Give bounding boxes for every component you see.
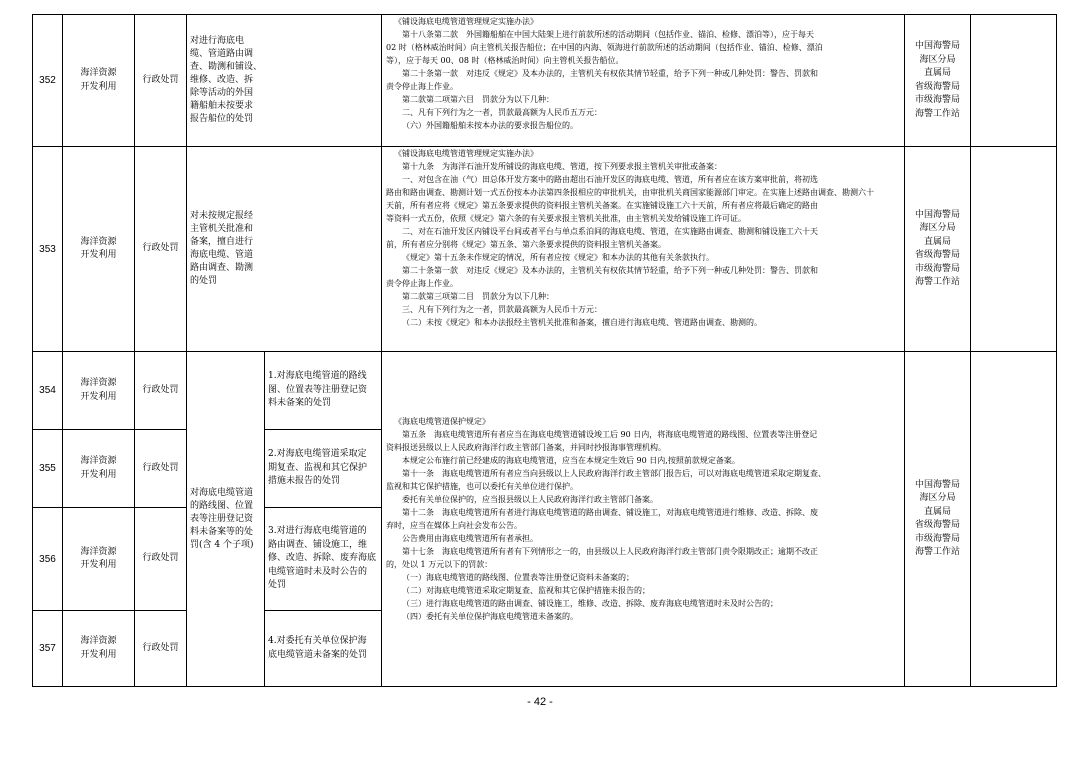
department-line: 市级海警局 (915, 95, 961, 105)
legal-basis-line: （二）未按《规定》和本办法报经主管机关批准和备案，擅自进行海底电缆、管道路由调查、勘测的。 (402, 318, 763, 327)
category-line: 海洋资源 (80, 456, 117, 466)
row-number: 354 (33, 352, 63, 430)
legal-basis-line: 前，所有者应分别将《规定》第五条、第六条要求提供的资料报主管机关备案。 (386, 240, 667, 249)
type-cell: 行政处罚 (135, 430, 187, 508)
category-line: 开发利用 (80, 81, 117, 92)
sub-item-line: 路由调查、铺设施工，维 (268, 539, 368, 550)
category-cell (63, 611, 135, 687)
legal-basis-line: 第十八条第二款 外国籍船舶在中国大陆架上进行前款所述的活动期间（包括作业、锚泊、检修、漂泊等），应于每天 (402, 30, 815, 39)
category-cell (63, 508, 135, 611)
item-name-line: 料未备案等的处 (190, 526, 254, 537)
sub-item-line: 4.对委托有关单位保护海 (268, 636, 367, 646)
row-number: 356 (33, 508, 63, 611)
item-name-line: 缆、管道路由调 (190, 49, 254, 59)
sub-item-cell (265, 352, 382, 430)
table-row (33, 15, 1057, 147)
department-line: 中国海警局 (915, 41, 961, 51)
legal-basis-cell (382, 352, 905, 687)
legal-basis-line: 《海底电缆管道保护规定》 (394, 417, 491, 426)
item-name-line: 对海底电缆管道 (190, 487, 254, 498)
category-line: 开发利用 (80, 560, 117, 570)
legal-basis-line: （一）海底电缆管道的路线图、位置表等注册登记资料未备案的； (402, 573, 635, 582)
type-cell: 行政处罚 (135, 147, 187, 352)
department-line: 海区分局 (919, 54, 956, 65)
item-name-line: 查、勘测和铺设、 (190, 62, 263, 72)
department-line: 直属局 (924, 506, 952, 517)
legal-basis-line: 《铺设海底电缆管道管理规定实施办法》 (394, 149, 539, 158)
item-name-line: 备案，擅自进行 (190, 237, 254, 247)
department-line: 海区分局 (919, 493, 956, 503)
legal-basis-line: 第十九条 为海洋石油开发所铺设的海底电缆、管道，按下列要求报主管机关审批或备案： (402, 162, 723, 171)
item-name-cell (187, 352, 265, 687)
legal-basis-line: 公告费用由海底电缆管道所有者承担。 (402, 534, 539, 543)
legal-basis-line: 责令停止海上作业。 (386, 82, 459, 91)
item-name-line: 主管机关批准和 (190, 224, 254, 234)
department-cell (905, 352, 971, 687)
remarks-cell (971, 352, 1057, 687)
legal-basis-line: 02 时（格林威治时间）向主管机关报告船位；在中国的内海、领海进行前款所述的活动期间（包括作业、锚泊、检修、漂泊 (386, 43, 823, 52)
department-line: 省级海警局 (915, 81, 961, 92)
item-name-line: 对进行海底电 (190, 36, 245, 46)
legal-basis-cell (382, 147, 905, 352)
department-line: 中国海警局 (915, 209, 961, 220)
regulation-table (32, 14, 1057, 687)
sub-item-line: 料未备案的处罚 (268, 398, 332, 409)
sub-item-line: 3.对进行海底电缆管道的 (268, 526, 367, 537)
legal-basis-line: 第十七条 海底电缆管道所有者有下列情形之一的，由县级以上人民政府海洋行政主管部门责令限期改正；逾期不改正 (402, 547, 819, 556)
legal-basis-line: 第二款第二项第六目 罚款分为以下几种： (402, 95, 555, 104)
legal-basis-line: 二、凡有下列行为之一者，罚款最高额为人民币五万元： (402, 108, 603, 117)
legal-basis-line: （六）外国籍船舶未按本办法的要求报告船位的。 (402, 121, 579, 130)
legal-basis-line: 《规定》第十五条未作规定的情况，所有者应按《规定》和本办法的其他有关条款执行。 (402, 253, 715, 262)
sub-item-line: 2.对海底电缆管道采取定 (268, 449, 367, 460)
department-cell (905, 147, 971, 352)
category-line: 海洋资源 (80, 68, 117, 78)
legal-basis-line: 第十二条 海底电缆管道所有者进行海底电缆管道的路由调查、铺设施工，对海底电缆管道进行维修、改造、拆除、废 (402, 508, 819, 517)
department-line: 中国海警局 (915, 479, 961, 490)
item-name-line: 籍船舶未按要求 (190, 101, 254, 111)
row-number: 352 (33, 15, 63, 147)
legal-basis-line: 第五条 海底电缆管道所有者应当在海底电缆管道铺设竣工后 90 日内，将海底电缆管道的路线图、位置表等注册登记 (402, 430, 818, 439)
department-line: 省级海警局 (915, 520, 961, 530)
item-name-cell (187, 15, 382, 147)
item-name-line: 路由调查、勘测 (190, 263, 254, 273)
legal-basis-line: （二）对海底电缆管道采取定期复查、监视和其它保护措施未报告的； (402, 586, 651, 595)
legal-basis-line: 一、对包含在油（气）田总体开发方案中的路由超出石油开发区的海底电缆、管道，所有者应在该方案审批前，将初选 (402, 175, 819, 184)
legal-basis-line: 第二十条第一款 对违反《规定》及本办法的，主管机关有权依其情节轻重，给予下列一种或几种处罚：警告、罚款和 (402, 69, 819, 78)
department-line: 海警工作站 (915, 108, 961, 119)
table-row (33, 352, 1057, 430)
row-number: 355 (33, 430, 63, 508)
sub-item-line: 措施未报告的处罚 (268, 476, 341, 487)
remarks-cell (971, 147, 1057, 352)
sub-item-line: 图、位置表等注册登记资 (268, 384, 368, 395)
sub-item-line: 电缆管道时未及时公告的 (268, 566, 368, 577)
type-cell: 行政处罚 (135, 508, 187, 611)
row-number: 353 (33, 147, 63, 352)
legal-basis-line: （三）进行海底电缆管道的路由调查、铺设施工，维修、改造、拆除、废弃海底电缆管道时未及时公告的； (402, 599, 779, 608)
legal-basis-line: 弃时，应当在媒体上向社会发布公告。 (386, 521, 523, 530)
legal-basis-line: 本规定公布施行前已经建成的海底电缆管道，应当在本规定生效后 90 日内,按照前款规定备案。 (402, 456, 740, 465)
department-line: 直属局 (924, 68, 952, 78)
department-line: 海警工作站 (915, 277, 961, 287)
legal-basis-line: 第二十条第一款 对违反《规定》及本办法的，主管机关有权依其情节轻重，给予下列一种或几种处罚：警告、罚款和 (402, 266, 819, 275)
item-name-line: 罚(含 4 个子项) (190, 539, 254, 550)
remarks-cell (971, 15, 1057, 147)
legal-basis-line: 的，处以 1 万元以下的罚款： (386, 560, 493, 569)
legal-basis-line: 三、凡有下列行为之一者，罚款最高额为人民币十万元： (402, 305, 603, 314)
category-cell (63, 352, 135, 430)
department-line: 市级海警局 (915, 533, 961, 544)
category-line: 海洋资源 (80, 236, 117, 247)
table-row (33, 147, 1057, 352)
department-line: 直属局 (924, 236, 952, 247)
legal-basis-line: 委托有关单位保护的，应当报县级以上人民政府海洋行政主管部门备案。 (402, 495, 659, 504)
sub-item-cell (265, 611, 382, 687)
department-line: 市级海警局 (915, 263, 961, 274)
item-name-line: 报告船位的处罚 (190, 114, 254, 124)
item-name-line: 的路线图、位置 (190, 500, 254, 511)
legal-basis-line: 责令停止海上作业。 (386, 279, 459, 288)
legal-basis-line: 天前，所有者应将《规定》第五条要求提供的资料报主管机关备案。在实施铺设施工六十天前，所有者应将最后确定的路由 (386, 201, 819, 210)
department-line: 省级海警局 (915, 250, 961, 260)
sub-item-cell (265, 508, 382, 611)
department-line: 海区分局 (919, 223, 956, 233)
row-number: 357 (33, 611, 63, 687)
legal-basis-line: 《铺设海底电缆管道管理规定实施办法》 (394, 17, 539, 26)
department-line: 海警工作站 (915, 547, 961, 557)
item-name-cell (187, 147, 382, 352)
item-name-line: 海底电缆、管道 (190, 250, 254, 260)
legal-basis-line: （四）委托有关单位保护海底电缆管道未备案的。 (402, 612, 579, 621)
category-line: 海洋资源 (80, 546, 117, 557)
item-name-line: 的处罚 (190, 276, 218, 286)
sub-item-line: 1.对海底电缆管道的路线 (268, 371, 367, 382)
type-cell: 行政处罚 (135, 352, 187, 430)
legal-basis-line: 等），应于每天 00、08 时（格林威治时间）向主管机关报告船位。 (386, 56, 624, 65)
item-name-line: 对未按规定报经 (190, 211, 254, 221)
legal-basis-line: 第十一条 海底电缆管道所有者应当向县级以上人民政府海洋行政主管部门报告后，可以对海底电缆管道采取定期复查、 (402, 469, 827, 478)
category-cell (63, 147, 135, 352)
category-line: 海洋资源 (80, 378, 117, 388)
sub-item-line: 处罚 (268, 580, 287, 591)
item-name-line: 表等注册登记资 (190, 513, 254, 524)
type-cell: 行政处罚 (135, 15, 187, 147)
page-number: - 42 - (527, 696, 553, 708)
sub-item-cell (265, 430, 382, 508)
department-cell (905, 15, 971, 147)
category-line: 海洋资源 (80, 636, 117, 646)
sub-item-line: 期复查、监视和其它保护 (268, 462, 368, 473)
type-cell: 行政处罚 (135, 611, 187, 687)
category-line: 开发利用 (80, 649, 117, 660)
legal-basis-line: 等资料一式五份，依照《规定》第六条的有关要求报主管机关批准，由主管机关发给铺设施工许可证。 (386, 214, 747, 223)
legal-basis-line: 监视和其它保护措施，也可以委托有关单位进行保护。 (386, 482, 579, 491)
legal-basis-line: 第二款第三项第二目 罚款分为以下几种： (402, 292, 555, 301)
category-cell (63, 430, 135, 508)
legal-basis-line: 二、对在石油开发区内铺设平台间或者平台与单点系泊间的海底电缆、管道，在实施路由调查、勘测和铺设施工六十天 (402, 227, 819, 236)
category-line: 开发利用 (80, 469, 117, 480)
sub-item-line: 底电缆管道未备案的处罚 (268, 649, 368, 660)
legal-basis-line: 资料报送县级以上人民政府海洋行政主管部门备案，并同时抄报海事管理机构。 (386, 443, 667, 452)
category-line: 开发利用 (80, 391, 117, 402)
sub-item-line: 修、改造、拆除、废弃海底 (268, 553, 377, 564)
legal-basis-cell (382, 15, 905, 147)
item-name-line: 维修、改造、拆 (190, 75, 254, 85)
category-line: 开发利用 (80, 250, 117, 260)
legal-basis-line: 路由和路由调查、勘测计划一式五份按本办法第四条报相应的审批机关，由审批机关商国家能源部门审定。在实施上述路由调查、勘测六十 (386, 188, 875, 197)
category-cell (63, 15, 135, 147)
item-name-line: 除等活动的外国 (190, 88, 254, 98)
